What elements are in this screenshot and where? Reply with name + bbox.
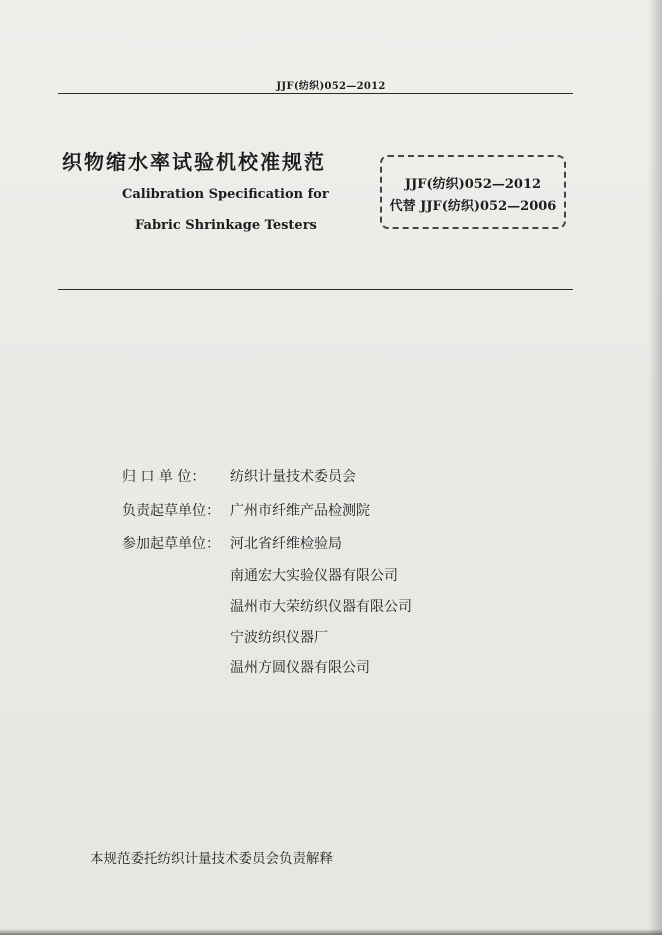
- participating-unit-item: 温州方圆仪器有限公司: [230, 660, 370, 676]
- participating-unit-item: 温州市大荣纺织仪器有限公司: [230, 599, 412, 615]
- standard-code-box: [380, 155, 566, 229]
- header-standard-code: JJF(纺织)052—2012: [276, 81, 386, 92]
- participating-unit-item: 南通宏大实验仪器有限公司: [230, 568, 398, 584]
- current-standard-code: JJF(纺织)052—2012: [404, 177, 542, 192]
- document-title-english-line1: Calibration Specification for: [122, 187, 329, 202]
- page-bottom-shadow: [0, 929, 662, 935]
- responsible-unit-value: 纺织计量技术委员会: [230, 469, 356, 485]
- participating-unit-value: 河北省纤维检验局: [230, 536, 342, 552]
- page-edge-shadow: [648, 0, 662, 935]
- interpretation-note: 本规范委托纺织计量技术委员会负责解释: [90, 851, 333, 867]
- drafting-unit-value: 广州市纤维产品检测院: [230, 503, 370, 519]
- header-divider: [58, 93, 573, 94]
- document-title-english-line2: Fabric Shrinkage Testers: [135, 218, 317, 233]
- document-title-chinese: 织物缩水率试验机校准规范: [62, 150, 326, 174]
- replaced-standard-code: 代替 JJF(纺织)052—2006: [389, 199, 557, 214]
- title-divider: [58, 289, 573, 290]
- participating-unit-item: 宁波纺织仪器厂: [230, 630, 328, 646]
- org-row-responsible: [122, 466, 356, 486]
- participating-unit-label: 参加起草单位：: [122, 536, 220, 552]
- drafting-unit-label: 负责起草单位：: [122, 503, 220, 519]
- responsible-unit-label: 归 口 单 位：: [122, 469, 206, 485]
- org-row-participating: [122, 533, 342, 553]
- org-row-drafting: [122, 500, 370, 520]
